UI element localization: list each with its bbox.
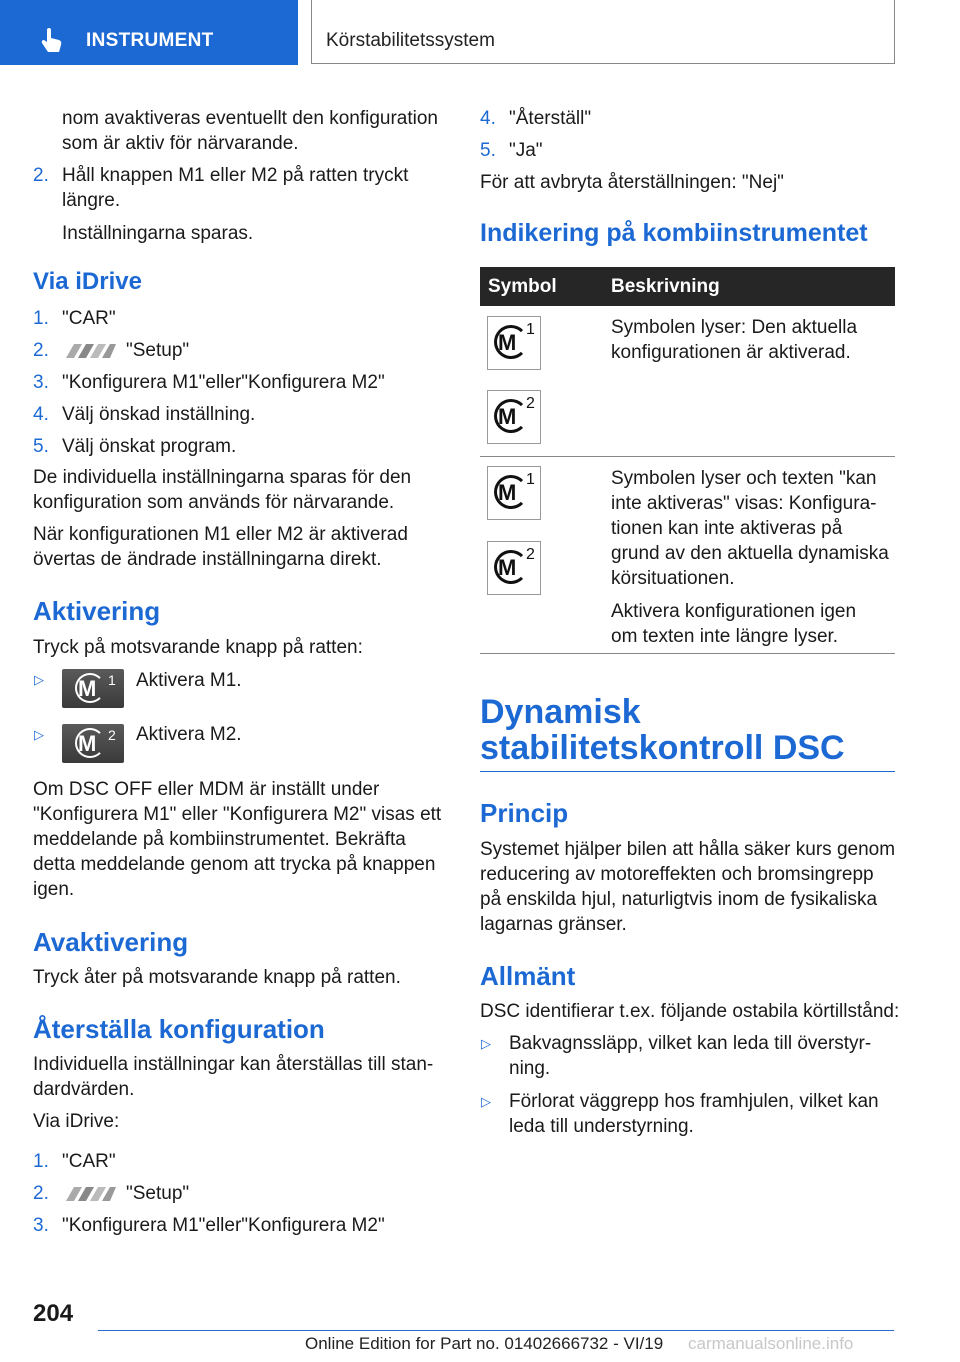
list-item: "Konfigurera M1"eller"Konfigurera M2" — [62, 1215, 385, 1236]
m1-button-icon: M 1 — [62, 669, 124, 708]
section-label: INSTRUMENT — [86, 30, 214, 51]
bullet-text: Aktivera M2. — [136, 724, 242, 745]
list-item-text: "Setup" — [126, 1183, 190, 1204]
list-number: 2. — [33, 1183, 49, 1204]
col-description: Beskrivning — [611, 276, 720, 297]
table-cell: om texten inte längre lyser. — [611, 626, 839, 647]
footer-watermark: carmanualsonline.info — [688, 1334, 854, 1353]
paragraph: övertas de ändrade inställningarna direkt. — [33, 549, 382, 570]
table-cell: grund av den aktuella dynamiska — [611, 543, 889, 564]
paragraph: reducering av motoreffekten och bromsingrepp — [480, 864, 874, 885]
bullet-triangle-icon: ▷ — [34, 727, 44, 742]
table-cell: tionen kan inte aktiveras på — [611, 518, 843, 539]
page-title: Körstabilitetssystem — [326, 30, 495, 51]
heading-aterstalla: Återställa konfiguration — [33, 1014, 325, 1044]
list-number: 4. — [480, 108, 496, 129]
continued-text: nom avaktiveras eventuellt den konfiguration — [62, 108, 439, 129]
paragraph: DSC identifierar t.ex. följande ostabila körtillstånd: — [480, 1001, 900, 1022]
list-number: 3. — [33, 372, 49, 393]
paragraph: De individuella inställningarna sparas för den — [33, 467, 412, 488]
list-item: "Ja" — [509, 140, 543, 161]
paragraph: Via iDrive: — [33, 1111, 120, 1132]
paragraph: på enskilda hjul, naturligtvis inom de fysikaliska — [480, 889, 878, 910]
list-item: "Konfigurera M1"eller"Konfigurera M2" — [62, 372, 385, 393]
table-cell: konfigurationen är aktiverad. — [611, 342, 851, 363]
heading-dsc: stabilitetskontroll DSC — [480, 729, 845, 767]
table-cell: Symbolen lyser: Den aktuella — [611, 317, 858, 338]
paragraph: "Konfigurera M1" eller "Konfigurera M2" visas ett — [33, 804, 442, 825]
bullet-text: Aktivera M1. — [136, 670, 242, 691]
table-divider — [480, 456, 895, 457]
list-number: 5. — [33, 436, 49, 457]
bullet-triangle-icon: ▷ — [481, 1036, 491, 1051]
heading-aktivering: Aktivering — [33, 596, 161, 626]
paragraph: meddelande på kombiinstrumentet. Bekräfta — [33, 829, 406, 850]
bullet-text: Förlorat väggrepp hos framhjulen, vilket kan — [509, 1091, 879, 1112]
list-number: 4. — [33, 404, 49, 425]
list-item: "CAR" — [62, 1151, 116, 1172]
footer-rule — [98, 1330, 894, 1331]
paragraph: Individuella inställningar kan återställas till stan- — [33, 1054, 434, 1075]
paragraph: Systemet hjälper bilen att hålla säker kurs genom — [480, 839, 896, 860]
heading-underline — [480, 771, 895, 772]
list-item — [62, 1181, 189, 1206]
paragraph: dardvärden. — [33, 1079, 135, 1100]
table-cell: Aktivera konfigurationen igen — [611, 601, 857, 622]
heading-allmant: Allmänt — [480, 961, 576, 991]
list-number: 1. — [33, 308, 49, 329]
list-item: Välj önskat program. — [62, 436, 237, 457]
table-cell: inte aktiveras" visas: Konfigura- — [611, 493, 877, 514]
heading-indikering: Indikering på kombiinstrumentet — [480, 219, 868, 247]
bullet-text: Bakvagnssläpp, vilket kan leda till överstyr- — [509, 1033, 872, 1054]
step-text: längre. — [62, 190, 121, 211]
hand-pointer-icon — [38, 26, 66, 54]
paragraph: lagarnas gränser. — [480, 914, 627, 935]
bullet-triangle-icon: ▷ — [481, 1094, 491, 1109]
m2-symbol-icon: M 2 — [487, 390, 541, 444]
section-tab — [0, 0, 298, 65]
heading-avaktivering: Avaktivering — [33, 927, 189, 957]
setup-stripes-icon — [62, 344, 116, 358]
m1-symbol-icon: M 1 — [487, 466, 541, 520]
table-cell: körsituationen. — [611, 568, 735, 589]
list-number: 2. — [33, 340, 49, 361]
page-number: 204 — [33, 1300, 74, 1327]
list-number: 5. — [480, 140, 496, 161]
page-title-box — [311, 0, 895, 64]
bullet-text: ning. — [509, 1058, 551, 1079]
list-item: "CAR" — [62, 308, 116, 329]
bullet-triangle-icon: ▷ — [34, 672, 44, 687]
list-item-text: "Setup" — [126, 340, 190, 361]
heading-princip: Princip — [480, 798, 569, 828]
step-text: Håll knappen M1 eller M2 på ratten tryckt — [62, 165, 409, 186]
heading-dsc: Dynamisk — [480, 693, 641, 731]
table-cell: Symbolen lyser och texten "kan — [611, 468, 877, 489]
table-divider — [480, 653, 895, 654]
continued-text: som är aktiv för närvarande. — [62, 133, 299, 154]
col-symbol: Symbol — [488, 276, 557, 297]
paragraph: När konfigurationen M1 eller M2 är aktiverad — [33, 524, 408, 545]
bullet-text: leda till understyrning. — [509, 1116, 694, 1137]
table-header — [480, 267, 895, 306]
m2-symbol-icon: M 2 — [487, 541, 541, 595]
list-number: 1. — [33, 1151, 49, 1172]
list-number: 3. — [33, 1215, 49, 1236]
paragraph: Tryck på motsvarande knapp på ratten: — [33, 637, 363, 658]
paragraph: Tryck åter på motsvarande knapp på ratten. — [33, 967, 401, 988]
list-item: "Återställ" — [509, 108, 592, 129]
paragraph: detta meddelande genom att trycka på knappen — [33, 854, 436, 875]
paragraph: Om DSC OFF eller MDM är inställt under — [33, 779, 380, 800]
footer-edition: Online Edition for Part no. 01402666732 - VI/19 — [305, 1334, 664, 1353]
m1-symbol-icon: M 1 — [487, 316, 541, 370]
setup-stripes-icon — [62, 1187, 116, 1201]
m2-button-icon: M 2 — [62, 724, 124, 763]
paragraph: igen. — [33, 879, 75, 900]
heading-via-idrive: Via iDrive — [33, 268, 142, 295]
step-note: Inställningarna sparas. — [62, 223, 254, 244]
list-item — [62, 338, 189, 363]
paragraph: För att avbryta återställningen: "Nej" — [480, 172, 784, 193]
list-item: Välj önskad inställning. — [62, 404, 256, 425]
step-number: 2. — [33, 165, 49, 186]
paragraph: konfiguration som används för närvarande. — [33, 492, 395, 513]
